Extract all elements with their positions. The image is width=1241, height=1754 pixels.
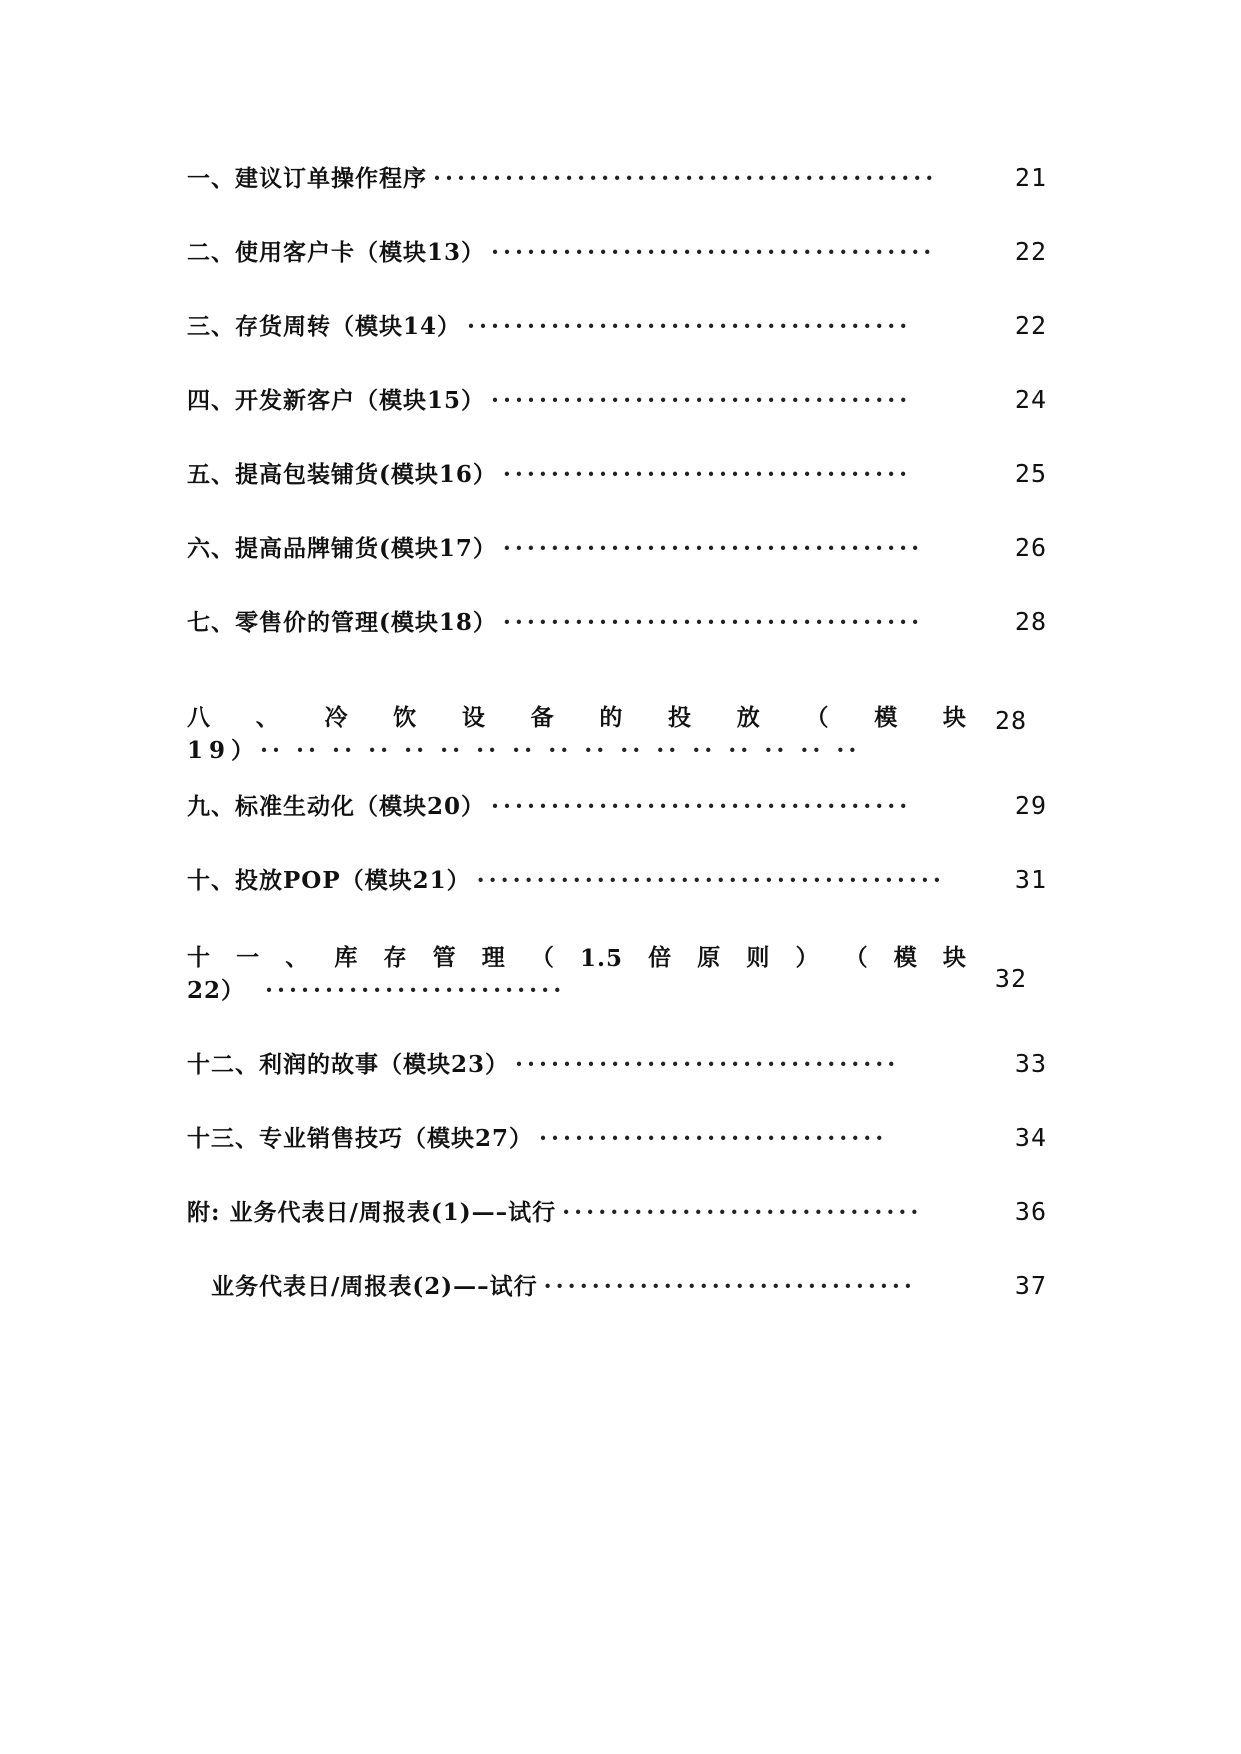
- toc-dot-leader: ···································: [502, 535, 924, 562]
- toc-page-number: 28: [994, 706, 1027, 735]
- toc-page-number: 34: [1014, 1123, 1047, 1152]
- title-char: 理: [481, 944, 506, 971]
- toc-entry[interactable]: [187, 530, 1047, 604]
- toc-dot-leader: ································: [515, 1051, 900, 1078]
- toc-entry[interactable]: [187, 604, 1047, 678]
- toc-page-number: 37: [1014, 1271, 1047, 1300]
- toc-entry-title: 十、投放POP（模块21）: [187, 867, 471, 894]
- toc-dot-leader: ·······································: [476, 867, 945, 894]
- table-of-contents: [187, 160, 1047, 1342]
- toc-dot-leader: ·························: [265, 977, 566, 1004]
- title-char: 八: [187, 704, 211, 731]
- title-char: 十: [187, 944, 211, 971]
- toc-entry[interactable]: [187, 456, 1047, 530]
- toc-entry-title: 一、建议订单操作程序: [187, 165, 427, 192]
- title-char: 存: [383, 944, 408, 971]
- toc-dot-leader: ···································: [502, 609, 924, 636]
- toc-entry[interactable]: [187, 1268, 1047, 1342]
- title-char: （: [805, 704, 830, 731]
- title-char: 、: [255, 704, 280, 731]
- title-char: 备: [530, 704, 555, 731]
- toc-dot-leader: ···································: [491, 793, 912, 820]
- title-char: 倍: [648, 944, 673, 971]
- toc-entry-title: 附: 业务代表日/周报表(1)—–试行: [187, 1199, 557, 1226]
- title-char: 模: [874, 704, 899, 731]
- title-char: （: [530, 944, 555, 971]
- title-char: 则: [746, 944, 771, 971]
- toc-entry-title: 七、零售价的管理(模块18）: [187, 609, 497, 636]
- toc-page-number: 22: [1014, 311, 1047, 340]
- toc-page-number: 36: [1014, 1197, 1047, 1226]
- toc-entry-title-block: [187, 918, 967, 1028]
- title-char: 块: [942, 704, 967, 731]
- toc-page-number: 21: [1014, 163, 1047, 192]
- toc-entry-title-continuation: 22）: [187, 977, 246, 1004]
- toc-entry[interactable]: [187, 382, 1047, 456]
- title-char: 原: [697, 944, 722, 971]
- toc-page-number: 32: [994, 964, 1027, 993]
- toc-dot-leader: ·····························: [539, 1125, 888, 1152]
- title-char: 放: [736, 704, 761, 731]
- title-char: 模: [893, 944, 918, 971]
- toc-entry[interactable]: [187, 308, 1047, 382]
- title-char: 的: [599, 704, 624, 731]
- toc-entry-title-line2: [187, 972, 967, 1028]
- toc-page-number: 29: [1014, 791, 1047, 820]
- toc-page-number: 33: [1014, 1049, 1047, 1078]
- toc-page-number: 31: [1014, 865, 1047, 894]
- title-char: ）: [795, 944, 820, 971]
- toc-entry[interactable]: [187, 1194, 1047, 1268]
- toc-page-number: 28: [1014, 607, 1047, 636]
- toc-dot-leader: ·······························: [543, 1273, 916, 1300]
- toc-dot-leader: ·····································: [491, 239, 936, 266]
- toc-entry-title: 六、提高品牌铺货(模块17）: [187, 535, 497, 562]
- toc-entry-title-line2: [187, 732, 967, 788]
- toc-entry[interactable]: [187, 234, 1047, 308]
- toc-entry-wrapped[interactable]: [187, 678, 1047, 788]
- toc-entry-title: 十二、利润的故事（模块23）: [187, 1051, 510, 1078]
- toc-entry-title: 十三、专业销售技巧（模块27）: [187, 1125, 534, 1152]
- title-char: 库: [334, 944, 359, 971]
- toc-entry-title-line1: [187, 678, 967, 732]
- toc-dot-leader: ·····································: [467, 313, 912, 340]
- title-char: 饮: [393, 704, 418, 731]
- title-char: 、: [285, 944, 310, 971]
- toc-entry[interactable]: [187, 1120, 1047, 1194]
- toc-entry-wrapped[interactable]: [187, 918, 1047, 1046]
- toc-entry[interactable]: [187, 788, 1047, 862]
- title-char: 块: [942, 944, 967, 971]
- toc-entry[interactable]: [187, 862, 1047, 918]
- toc-page-number: 24: [1014, 385, 1047, 414]
- title-char: 一: [236, 944, 261, 971]
- toc-entry-title: 三、存货周转（模块14）: [187, 313, 462, 340]
- title-char: 设: [461, 704, 486, 731]
- title-char: 1.5: [580, 945, 624, 972]
- toc-entry-title: 九、标准生动化（模块20）: [187, 793, 486, 820]
- toc-dot-leader: ··········································: [433, 165, 938, 192]
- toc-dot-leader: ··································: [502, 461, 912, 488]
- toc-dot-leader: ······························: [562, 1199, 923, 1226]
- title-char: 管: [432, 944, 457, 971]
- toc-entry-title-line1: [187, 918, 967, 972]
- toc-entry-title-block: [187, 678, 967, 788]
- toc-entry[interactable]: [187, 160, 1047, 234]
- title-char: 投: [668, 704, 693, 731]
- toc-entry-title: 业务代表日/周报表(2)—–试行: [211, 1273, 538, 1300]
- toc-entry[interactable]: [187, 1046, 1047, 1120]
- title-char: 冷: [324, 704, 349, 731]
- toc-entry-title-continuation: 19）: [187, 737, 261, 764]
- toc-page-number: 22: [1014, 237, 1047, 266]
- title-char: （: [844, 944, 869, 971]
- toc-page-number: 25: [1014, 459, 1047, 488]
- toc-page-number: 26: [1014, 533, 1047, 562]
- toc-entry-title: 四、开发新客户（模块15）: [187, 387, 486, 414]
- toc-dot-leader: ·· ·· ·· ·· ·· ·· ·· ·· ·· ·· ·· ·· ·· ·· ·· ·· ··: [260, 737, 861, 764]
- toc-entry-title: 二、使用客户卡（模块13）: [187, 239, 486, 266]
- toc-entry-title: 五、提高包装铺货(模块16）: [187, 461, 497, 488]
- toc-dot-leader: ···································: [491, 387, 912, 414]
